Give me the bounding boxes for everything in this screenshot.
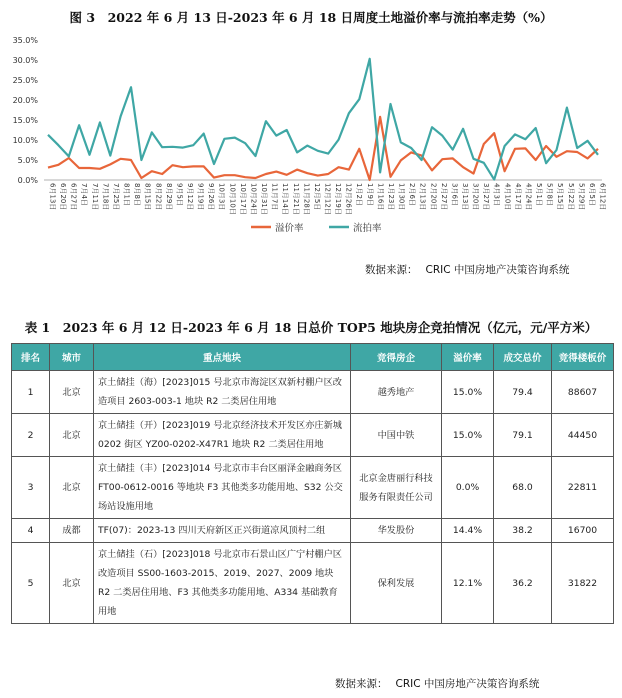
series-line [48, 117, 598, 180]
header-rank: 排名 [12, 344, 50, 371]
cell-floor-price: 16700 [552, 519, 614, 543]
cell-parcel: 京土储挂（海）[2023]015 号北京市海淀区双新村棚户区改造项目 2603-003-1 地块 R2 二类居住用地 [94, 371, 351, 414]
x-tick-label: 2月27日 [439, 183, 448, 211]
x-tick-label: 11月14日 [281, 183, 290, 215]
x-tick-label: 5月8日 [545, 183, 554, 206]
x-tick-label: 12月12日 [323, 183, 332, 215]
y-tick-label: 20.0% [12, 96, 38, 105]
x-tick-label: 7月25日 [111, 183, 120, 211]
x-tick-label: 2月6日 [408, 183, 417, 206]
cell-city: 北京 [50, 543, 94, 624]
table-source-text: CRIC 中国房地产决策咨询系统 [395, 678, 540, 690]
cell-floor-price: 22811 [552, 457, 614, 519]
cell-total-price: 79.4 [494, 371, 552, 414]
series-line [48, 59, 598, 180]
cell-premium-rate: 15.0% [442, 371, 494, 414]
x-tick-label: 6月20日 [59, 183, 68, 211]
x-tick-label: 1月16日 [376, 183, 385, 211]
table-source-label: 数据来源： [335, 678, 388, 690]
cell-city: 成都 [50, 519, 94, 543]
x-tick-label: 11月28日 [302, 183, 311, 215]
cell-total-price: 68.0 [494, 457, 552, 519]
x-tick-label: 1月9日 [365, 183, 374, 206]
header-parcel: 重点地块 [94, 344, 351, 371]
x-tick-label: 10月31日 [260, 183, 269, 215]
cell-developer: 北京金唐丽行科技服务有限责任公司 [351, 457, 442, 519]
cell-parcel: 京土储挂（丰）[2023]014 号北京市丰台区丽泽金融商务区 FT00-0612-0016 等地块 F3 其他类多功能用地、S32 公交场站设施用地 [94, 457, 351, 519]
x-tick-label: 8月8日 [133, 183, 142, 206]
cell-premium-rate: 0.0% [442, 457, 494, 519]
x-tick-label: 6月5日 [587, 183, 596, 206]
x-tick-label: 5月1日 [535, 183, 544, 206]
y-tick-label: 10.0% [12, 136, 38, 145]
table-row [12, 371, 614, 414]
x-tick-label: 10月3日 [217, 183, 226, 211]
top5-table [11, 343, 614, 624]
cell-developer: 保利发展 [351, 543, 442, 624]
x-tick-label: 12月26日 [344, 183, 353, 215]
y-tick-label: 30.0% [12, 56, 38, 65]
table-title: 表 1 2023 年 6 月 12 日-2023 年 6 月 18 日总价 TOP5 地块房企竞拍情况（亿元，元/平方米） [24, 320, 598, 335]
x-tick-label: 10月17日 [238, 183, 247, 215]
x-tick-label: 8月29日 [164, 183, 173, 211]
header-floor-price: 竞得楼板价 [552, 344, 614, 371]
cell-total-price: 36.2 [494, 543, 552, 624]
x-tick-label: 10月24日 [249, 183, 258, 215]
cell-developer: 中国中铁 [351, 414, 442, 457]
x-tick-label: 4月17日 [513, 183, 522, 211]
x-tick-label: 1月30日 [397, 183, 406, 211]
x-tick-label: 6月12日 [598, 183, 607, 211]
x-tick-label: 8月15日 [143, 183, 152, 211]
x-tick-label: 11月21日 [291, 183, 300, 215]
x-tick-label: 6月27日 [69, 183, 78, 211]
x-tick-label: 10月10日 [228, 183, 237, 215]
cell-developer: 越秀地产 [351, 371, 442, 414]
x-tick-label: 3月27日 [482, 183, 491, 211]
series-lines [48, 59, 598, 180]
line-chart [0, 30, 622, 240]
x-tick-label: 12月5日 [312, 183, 321, 211]
cell-premium-rate: 15.0% [442, 414, 494, 457]
x-tick-label: 9月26日 [207, 183, 216, 211]
y-tick-label: 35.0% [12, 36, 38, 45]
cell-floor-price: 88607 [552, 371, 614, 414]
cell-rank: 5 [12, 543, 50, 624]
cell-total-price: 38.2 [494, 519, 552, 543]
cell-floor-price: 31822 [552, 543, 614, 624]
x-tick-label: 5月15日 [556, 183, 565, 211]
table-row [12, 457, 614, 519]
x-tick-label: 5月22日 [566, 183, 575, 211]
x-tick-label: 3月20日 [471, 183, 480, 211]
x-tick-label: 9月19日 [196, 183, 205, 211]
legend [251, 222, 382, 234]
x-tick-label: 7月4日 [80, 183, 89, 206]
x-tick-label: 8月1日 [122, 183, 131, 206]
header-developer: 竞得房企 [351, 344, 442, 371]
cell-parcel: TF(07)：2023-13 四川天府新区正兴街道凉风顶村二组 [94, 519, 351, 543]
x-tick-label: 5月29日 [577, 183, 586, 211]
x-tick-label: 1月2日 [355, 183, 364, 206]
cell-rank: 1 [12, 371, 50, 414]
table-source [335, 676, 539, 691]
table-header-row [12, 344, 614, 371]
x-tick-label: 4月24日 [524, 183, 533, 211]
x-tick-label: 3月13日 [461, 183, 469, 211]
cell-developer: 华发股份 [351, 519, 442, 543]
x-tick-label: 9月5日 [175, 183, 184, 206]
cell-total-price: 79.1 [494, 414, 552, 457]
header-city: 城市 [50, 344, 94, 371]
legend-label: 溢价率 [275, 223, 304, 234]
header-total-price: 成交总价 [494, 344, 552, 371]
x-tick-label: 7月18日 [101, 183, 110, 211]
x-tick-label: 7月11日 [90, 183, 99, 211]
x-tick-label: 2月13日 [418, 183, 427, 211]
table-row [12, 414, 614, 457]
x-tick-label: 11月7日 [270, 183, 279, 211]
y-tick-label: 25.0% [12, 76, 38, 85]
figure-source-text: CRIC 中国房地产决策咨询系统 [425, 264, 570, 276]
x-tick-label: 2月20日 [429, 183, 438, 211]
figure-source-label: 数据来源： [365, 264, 418, 276]
x-tick-label: 4月3日 [492, 183, 501, 206]
x-tick-label: 3月6日 [450, 183, 459, 206]
cell-city: 北京 [50, 457, 94, 519]
cell-parcel: 京土储挂（开）[2023]019 号北京经济技术开发区亦庄新城 0202 街区 YZ00-0202-X47R1 地块 R2 二类居住用地 [94, 414, 351, 457]
cell-parcel: 京土储挂（石）[2023]018 号北京市石景山区广宁村棚户区改造项目 SS00-1603-2015、2019、2027、2009 地块 R2 二类居住用地、F3 其他类多功能用地、A334 基础教育用地 [94, 543, 351, 624]
y-axis-ticks [13, 36, 39, 185]
cell-rank: 2 [12, 414, 50, 457]
table-row [12, 543, 614, 624]
y-tick-label: 15.0% [12, 116, 38, 125]
cell-rank: 4 [12, 519, 50, 543]
x-tick-label: 9月12日 [186, 183, 194, 211]
y-tick-label: 5.0% [17, 156, 38, 165]
figure-source [365, 262, 569, 277]
cell-city: 北京 [50, 414, 94, 457]
figure-title: 图 3 2022 年 6 月 13 日-2023 年 6 月 18 日周度土地溢价率与流拍率走势（%） [69, 10, 553, 25]
table-row [12, 519, 614, 543]
x-tick-label: 4月10日 [503, 183, 512, 211]
x-tick-label: 1月23日 [386, 183, 395, 211]
x-tick-label: 6月13日 [48, 183, 57, 211]
cell-floor-price: 44450 [552, 414, 614, 457]
cell-premium-rate: 12.1% [442, 543, 494, 624]
cell-premium-rate: 14.4% [442, 519, 494, 543]
x-tick-label: 12月19日 [334, 183, 343, 215]
cell-rank: 3 [12, 457, 50, 519]
x-axis-ticks [49, 183, 607, 215]
legend-label: 流拍率 [353, 223, 382, 234]
x-tick-label: 8月22日 [154, 183, 163, 211]
header-premium-rate: 溢价率 [442, 344, 494, 371]
cell-city: 北京 [50, 371, 94, 414]
y-tick-label: 0.0% [17, 176, 38, 185]
